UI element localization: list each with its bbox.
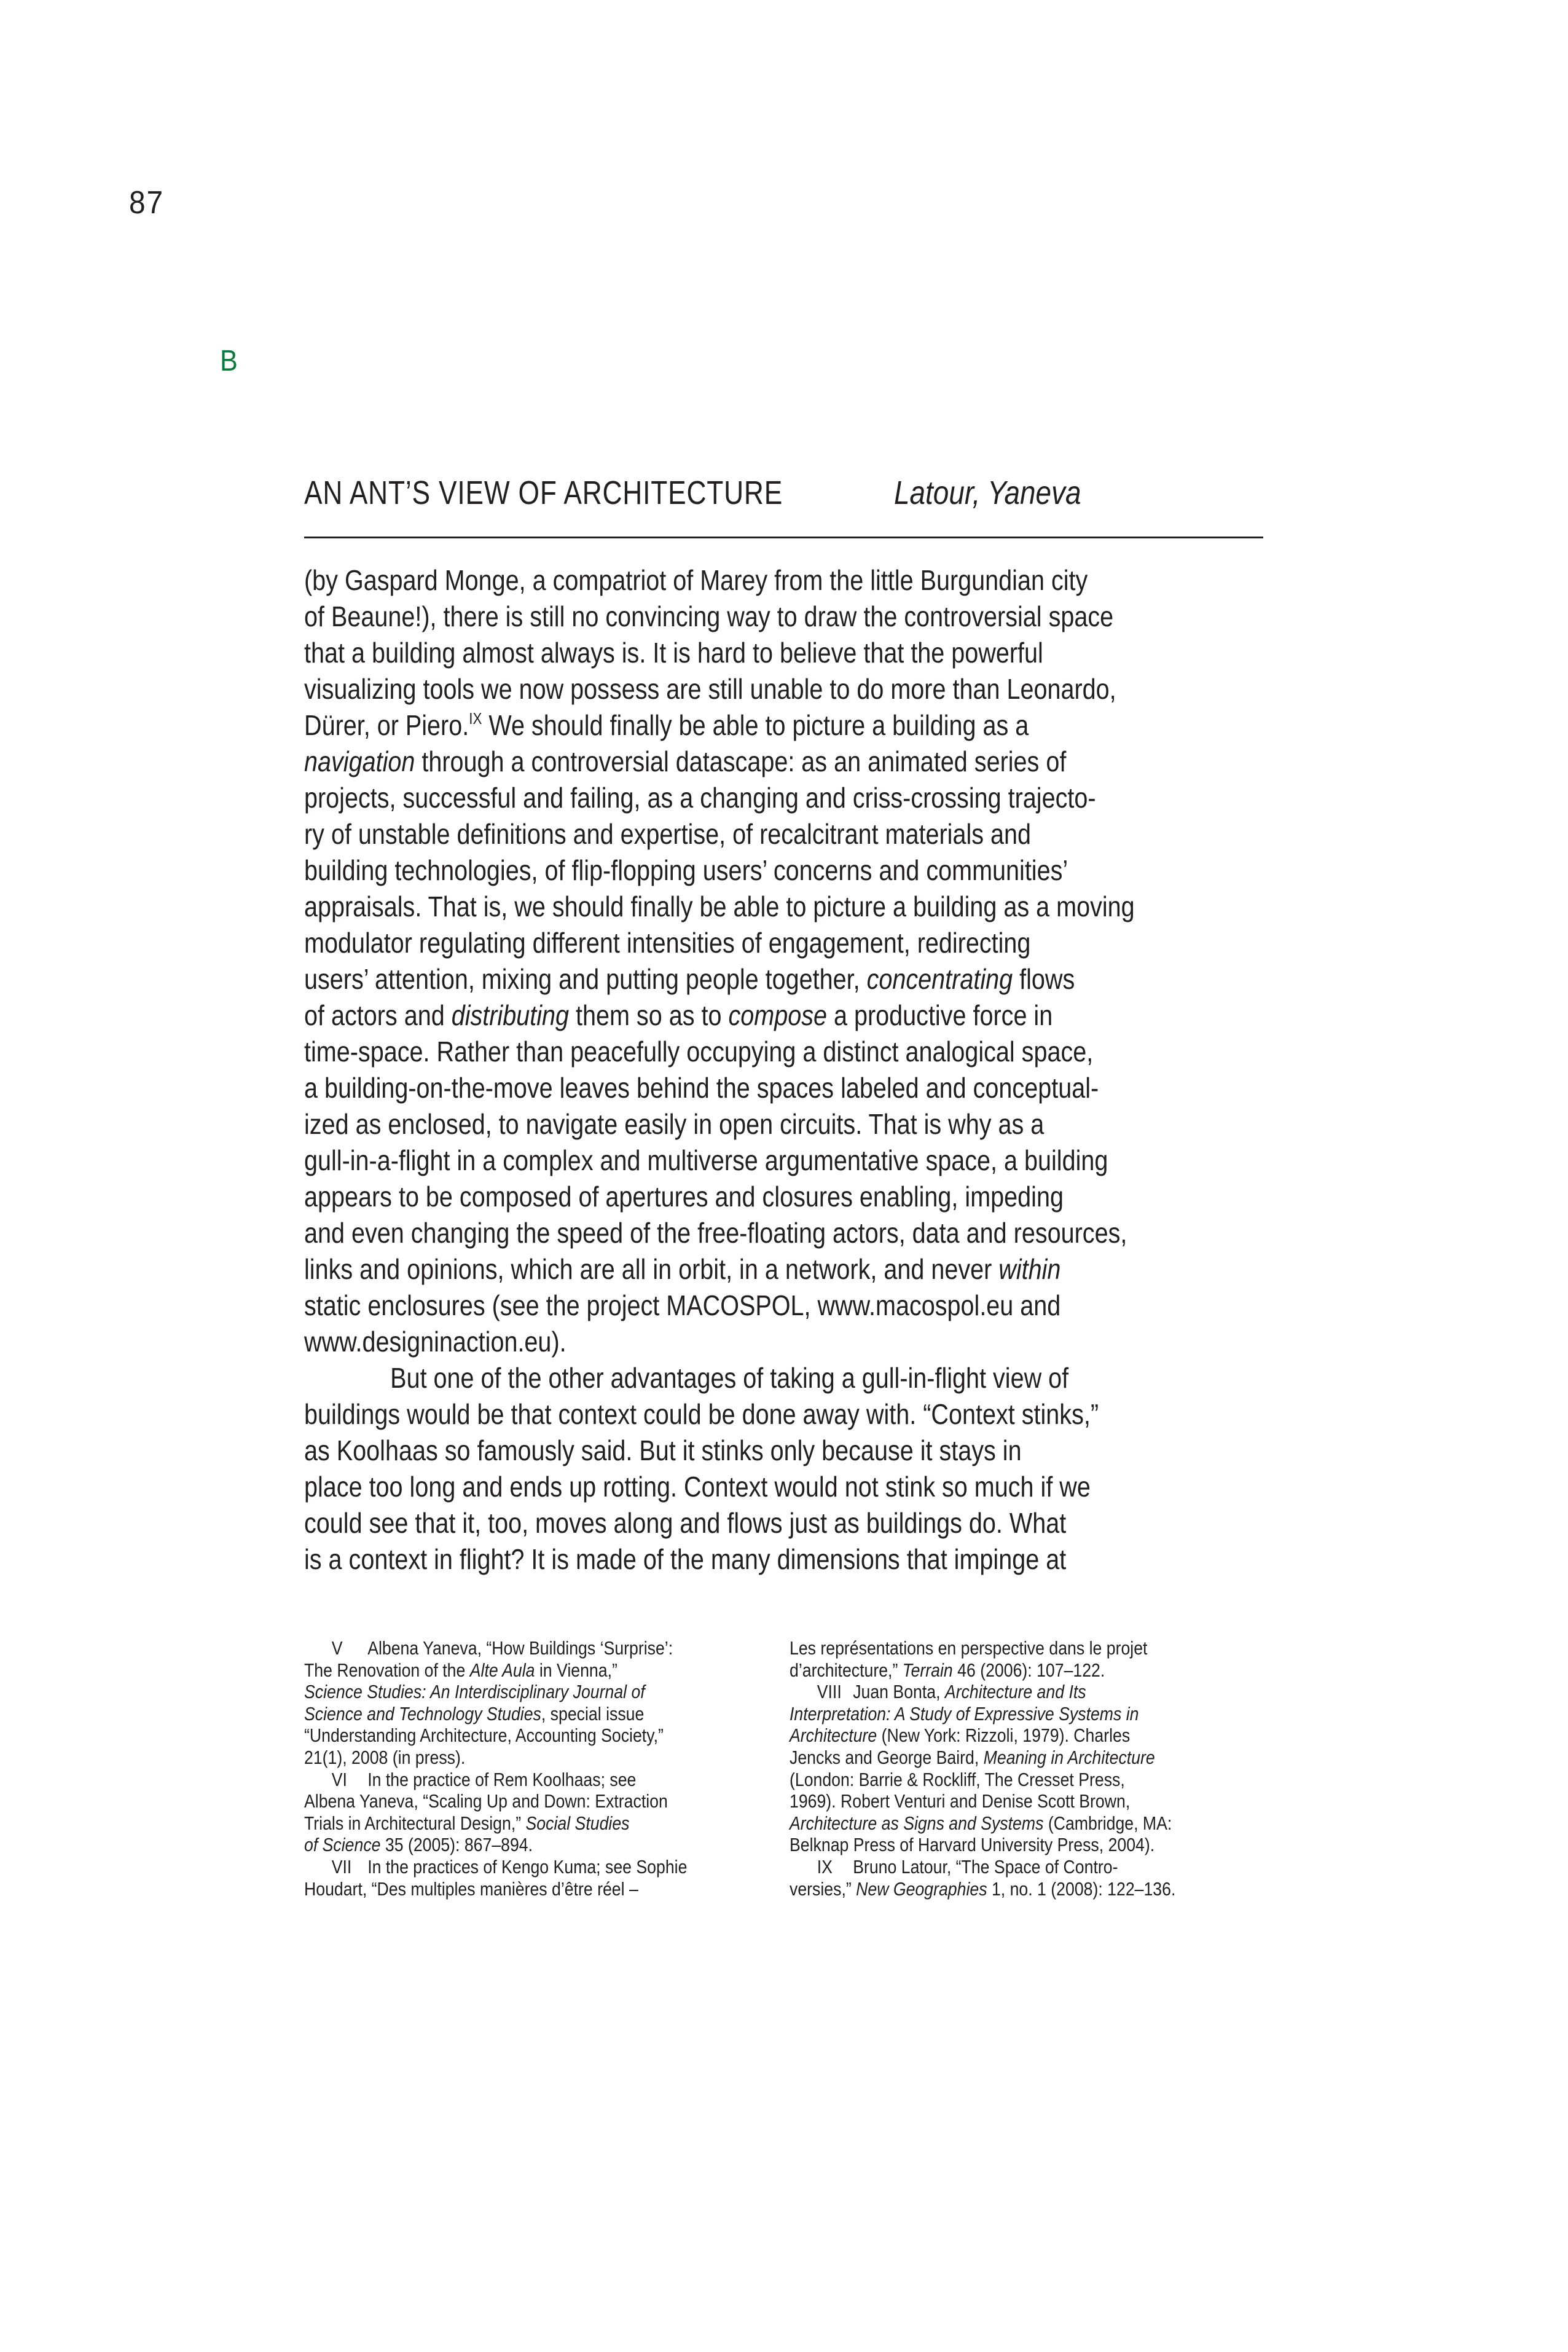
footnote-line — [790, 1725, 1191, 1747]
header-rule — [304, 537, 1263, 538]
text-segment: Albena Yaneva, “Scaling Up and Down: Extraction — [304, 1790, 668, 1812]
text-segment: , special issue — [541, 1702, 645, 1725]
text-segment: (London: Barrie & Rockliff, The Cresset Press, — [790, 1768, 1125, 1790]
footnote-line — [304, 1812, 706, 1835]
footnote-line — [790, 1790, 1191, 1812]
text-segment: in Vienna,” — [535, 1659, 617, 1681]
text-segment: appraisals. That is, we should finally be able to picture a building as a moving — [304, 891, 1135, 922]
text-segment: Bruno Latour, “The Space of Contro- — [853, 1855, 1118, 1878]
text-segment: d’architecture,” — [790, 1659, 903, 1681]
text-segment: “Understanding Architecture, Accounting Society,” — [304, 1725, 664, 1747]
footnote-line — [790, 1747, 1191, 1769]
body-line — [304, 1396, 1134, 1433]
text-segment: through a controversial datascape: as an animated series of — [415, 745, 1067, 777]
text-segment: We should finally be able to picture a building as a — [482, 709, 1029, 741]
body-line — [304, 1541, 1134, 1578]
footnote-start — [304, 1637, 706, 1659]
footnote-line — [790, 1769, 1191, 1791]
italic-text: distributing — [451, 999, 570, 1031]
italic-text: navigation — [304, 745, 415, 777]
italic-text: concentrating — [866, 963, 1013, 995]
italic-text: Science and Technology Studies — [304, 1702, 541, 1725]
text-segment: users’ attention, mixing and putting people together, — [304, 963, 867, 995]
footnote-line — [790, 1703, 1191, 1725]
body-line — [304, 925, 1134, 961]
text-segment: ry of unstable definitions and expertise, of recalcitrant materials and — [304, 818, 1032, 850]
italic-text: of Science — [304, 1834, 381, 1856]
italic-text: Architecture — [790, 1725, 877, 1747]
running-header — [304, 473, 1081, 513]
text-segment: is a context in flight? It is made of the many dimensions that impinge at — [304, 1543, 1067, 1575]
footnote-line — [304, 1834, 706, 1856]
body-line — [304, 707, 1134, 744]
text-segment: a productive force in — [826, 999, 1053, 1031]
footnote-number: IX — [817, 1855, 833, 1878]
italic-text: Meaning in Architecture — [983, 1746, 1155, 1768]
text-segment: Dürer, or Piero. — [304, 709, 469, 741]
footnote-line — [304, 1681, 706, 1703]
body-line — [304, 1469, 1134, 1505]
text-segment: 21(1), 2008 (in press). — [304, 1746, 466, 1768]
body-line — [304, 1433, 1134, 1469]
body-line — [304, 562, 1134, 599]
text-segment: (by Gaspard Monge, a compatriot of Marey from the little Burgundian city — [304, 564, 1088, 596]
italic-text: Architecture as Signs and Systems — [790, 1812, 1044, 1834]
body-line — [304, 1360, 1134, 1396]
footnote-number: VII — [331, 1855, 352, 1878]
text-segment: of actors and — [304, 999, 452, 1031]
italic-text: Science Studies: An Interdisciplinary Journal of — [304, 1681, 645, 1703]
article-authors: Latour, Yaneva — [894, 474, 1081, 511]
body-line — [304, 1251, 1134, 1288]
body-line — [304, 1070, 1134, 1106]
text-segment: building technologies, of flip-flopping users’ concerns and communities’ — [304, 854, 1068, 886]
body-line — [304, 1324, 1134, 1360]
body-line — [304, 1179, 1134, 1215]
text-segment: Belknap Press of Harvard University Press, 2004). — [790, 1834, 1155, 1856]
footnotes-right-column — [790, 1637, 1256, 1900]
text-segment: 1969). Robert Venturi and Denise Scott Brown, — [790, 1790, 1131, 1812]
body-line — [304, 635, 1134, 671]
text-segment: 1, no. 1 (2008): 122–136. — [987, 1878, 1176, 1900]
text-segment: modulator regulating different intensities of engagement, redirecting — [304, 927, 1031, 959]
body-line — [304, 1106, 1134, 1143]
text-segment: (New York: Rizzoli, 1979). Charles — [877, 1725, 1131, 1747]
body-line — [304, 1288, 1134, 1324]
text-segment: Trials in Architectural Design,” — [304, 1812, 526, 1834]
footnote-number: VIII — [817, 1681, 842, 1703]
footnote-line — [790, 1834, 1191, 1856]
footnote-line — [304, 1725, 706, 1747]
body-line — [304, 1034, 1134, 1070]
text-segment: In the practice of Rem Koolhaas; see — [367, 1768, 637, 1790]
footnote-start — [304, 1769, 706, 1791]
footnote-line — [304, 1790, 706, 1812]
text-segment: that a building almost always is. It is hard to believe that the powerful — [304, 637, 1043, 669]
text-segment: flows — [1013, 963, 1075, 995]
body-line — [304, 1505, 1134, 1541]
body-line — [304, 780, 1134, 816]
footnote-start — [790, 1856, 1191, 1878]
body-line — [304, 671, 1134, 707]
text-segment: visualizing tools we now possess are still unable to do more than Leonardo, — [304, 673, 1116, 705]
article-title: AN ANT’S VIEW OF ARCHITECTURE — [304, 474, 783, 511]
text-segment: of Beaune!), there is still no convincing way to draw the controversial space — [304, 600, 1114, 632]
body-line — [304, 744, 1134, 780]
body-line — [304, 599, 1134, 635]
footnote-line — [304, 1659, 706, 1681]
text-segment: Juan Bonta, — [853, 1681, 945, 1703]
footnote-line — [304, 1878, 706, 1900]
footnote-line — [790, 1812, 1191, 1835]
page-number: 87 — [129, 185, 164, 221]
italic-text: Interpretation: A Study of Expressive Systems in — [790, 1702, 1139, 1725]
text-segment: as Koolhaas so famously said. But it stinks only because it stays in — [304, 1434, 1022, 1466]
footnote-number: VI — [331, 1768, 347, 1790]
text-segment: In the practices of Kengo Kuma; see Sophie — [367, 1855, 688, 1878]
text-segment: www.designinaction.eu). — [304, 1326, 566, 1358]
italic-text: Alte Aula — [469, 1659, 535, 1681]
italic-text: compose — [728, 999, 827, 1031]
italic-text: New Geographies — [856, 1878, 987, 1900]
footnote-line — [790, 1878, 1191, 1900]
italic-text: within — [998, 1253, 1061, 1285]
text-segment: 35 (2005): 867–894. — [380, 1834, 533, 1856]
text-segment: The Renovation of the — [304, 1659, 470, 1681]
text-segment: could see that it, too, moves along and flows just as buildings do. What — [304, 1507, 1067, 1539]
footnote-start — [790, 1681, 1191, 1703]
body-line — [304, 1215, 1134, 1251]
text-segment: 46 (2006): 107–122. — [952, 1659, 1105, 1681]
text-segment: links and opinions, which are all in orbit, in a network, and never — [304, 1253, 999, 1285]
body-line — [304, 997, 1134, 1034]
footnote-line — [304, 1747, 706, 1769]
text-segment: appears to be composed of apertures and closures enabling, impeding — [304, 1181, 1064, 1213]
footnote-number: V — [331, 1637, 343, 1659]
text-segment: Jencks and George Baird, — [790, 1746, 984, 1768]
italic-text: Terrain — [902, 1659, 953, 1681]
body-line — [304, 889, 1134, 925]
text-segment: (Cambridge, MA: — [1043, 1812, 1172, 1834]
text-segment: a building-on-the-move leaves behind the spaces labeled and conceptual- — [304, 1072, 1099, 1104]
text-segment: place too long and ends up rotting. Context would not stink so much if we — [304, 1471, 1091, 1503]
footnote-ref: IX — [469, 709, 482, 728]
footnote-line — [790, 1637, 1191, 1659]
text-segment: Albena Yaneva, “How Buildings ‘Surprise’: — [367, 1637, 673, 1659]
body-line — [304, 852, 1134, 889]
text-segment: gull-in-a-flight in a complex and multiverse argumentative space, a building — [304, 1144, 1108, 1176]
text-segment: them so as to — [569, 999, 729, 1031]
text-segment: buildings would be that context could be done away with. “Context stinks,” — [304, 1398, 1099, 1430]
section-letter: B — [220, 345, 238, 377]
footnote-line — [304, 1703, 706, 1725]
text-segment: But one of the other advantages of taking a gull-in-flight view of — [390, 1362, 1069, 1394]
footnotes-left-column — [304, 1637, 771, 1900]
body-text — [304, 562, 1269, 1578]
italic-text: Social Studies — [525, 1812, 630, 1834]
text-segment: time-space. Rather than peacefully occupying a distinct analogical space, — [304, 1036, 1094, 1068]
text-segment: ized as enclosed, to navigate easily in open circuits. That is why as a — [304, 1108, 1045, 1140]
text-segment: Les représentations en perspective dans le projet — [790, 1637, 1148, 1659]
text-segment: Houdart, “Des multiples manières d’être réel – — [304, 1878, 638, 1900]
text-segment: and even changing the speed of the free-floating actors, data and resources, — [304, 1217, 1127, 1249]
body-line — [304, 961, 1134, 997]
italic-text: Architecture and Its — [944, 1681, 1086, 1703]
footnote-start — [304, 1856, 706, 1878]
text-segment: projects, successful and failing, as a changing and criss-crossing trajecto- — [304, 782, 1096, 814]
body-line — [304, 816, 1134, 852]
footnote-line — [790, 1659, 1191, 1681]
body-line — [304, 1143, 1134, 1179]
text-segment: versies,” — [790, 1878, 857, 1900]
text-segment: static enclosures (see the project MACOSPOL, www.macospol.eu and — [304, 1289, 1061, 1321]
